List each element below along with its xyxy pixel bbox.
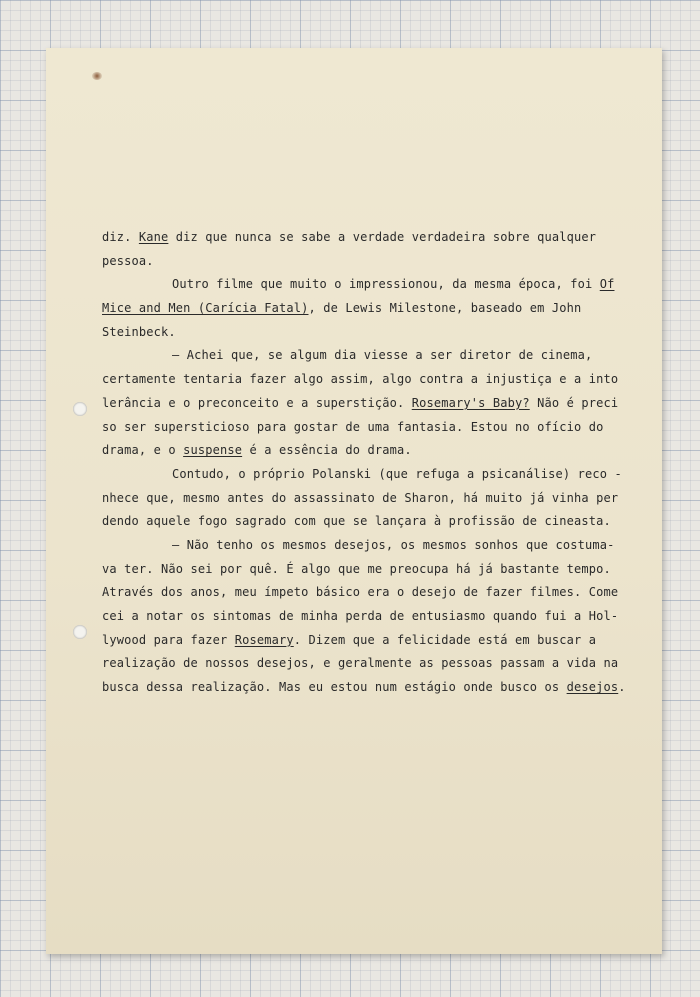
text-segment: — Não tenho os mesmos desejos, os mesmos sonhos que costuma-	[172, 537, 615, 552]
text-line	[102, 463, 642, 487]
text-line	[102, 510, 642, 534]
text-line	[102, 652, 642, 676]
text-segment: nhece que, mesmo antes do assassinato de Sharon, há muito já vinha per	[102, 490, 619, 505]
text-segment: cei a notar os sintomas de minha perda de entusiasmo quando fui a Hol-	[102, 609, 619, 623]
text-line	[102, 605, 642, 629]
text-segment: certamente tentaria fazer algo assim, algo contra a injustiça e a into	[102, 372, 619, 387]
underlined-text: desejos	[566, 680, 619, 695]
underlined-text: Rosemary	[234, 632, 294, 647]
text-line	[102, 226, 642, 250]
text-segment: diz que nunca se sabe a verdade verdadeira sobre qualquer	[168, 230, 597, 244]
text-segment: Não é preci	[529, 395, 619, 410]
text-line	[102, 368, 642, 392]
text-line	[102, 534, 642, 558]
text-segment: dendo aquele fogo sagrado com que se lançara à profissão de cineasta.	[102, 514, 611, 529]
binder-hole-top	[73, 402, 87, 416]
text-segment: .	[618, 680, 626, 695]
text-line	[102, 676, 642, 700]
underlined-text: Kane	[138, 230, 169, 244]
text-segment: pessoa.	[102, 253, 154, 268]
text-segment: so ser supersticioso para gostar de uma fantasia. Estou no ofício do	[102, 419, 604, 434]
text-line	[102, 581, 642, 605]
typewritten-page	[46, 48, 662, 954]
text-line	[102, 629, 642, 653]
text-segment: lerância e o preconceito e a superstição.	[102, 395, 412, 410]
text-segment: diz.	[102, 230, 139, 244]
text-segment: , de Lewis Milestone, baseado em John	[308, 301, 582, 316]
text-line	[102, 344, 642, 368]
text-segment: Através dos anos, meu ímpeto básico era o desejo de fazer filmes. Come	[102, 585, 619, 600]
text-segment: Contudo, o próprio Polanski (que refuga a psicanálise) reco -	[172, 466, 622, 481]
text-segment: busca dessa realização. Mas eu estou num estágio onde busco os	[102, 680, 567, 695]
text-segment: é a essência do drama.	[242, 443, 412, 458]
text-line	[102, 487, 642, 511]
text-line	[102, 439, 642, 463]
typewritten-text	[102, 226, 642, 700]
text-line	[102, 416, 642, 440]
text-segment: . Dizem que a felicidade está em buscar a	[293, 632, 597, 647]
text-line	[102, 558, 642, 582]
text-line	[102, 250, 642, 274]
text-line	[102, 321, 642, 345]
text-segment: Steinbeck.	[102, 324, 176, 339]
ink-stain	[92, 72, 102, 80]
text-line	[102, 297, 642, 321]
text-line	[102, 392, 642, 416]
text-segment: drama, e o	[102, 443, 184, 458]
binder-hole-bottom	[73, 625, 87, 639]
text-segment: va ter. Não sei por quê. É algo que me preocupa há já bastante tempo.	[102, 561, 611, 576]
underlined-text: Of	[599, 277, 615, 292]
text-segment: — Achei que, se algum dia viesse a ser diretor de cinema,	[172, 348, 593, 363]
text-segment: Outro filme que muito o impressionou, da mesma época, foi	[172, 277, 600, 292]
text-line	[102, 273, 642, 297]
underlined-text: suspense	[183, 443, 243, 458]
underlined-text: Rosemary's Baby?	[411, 395, 530, 410]
text-segment: realização de nossos desejos, e geralmente as pessoas passam a vida na	[102, 656, 619, 671]
text-segment: lywood para fazer	[102, 632, 235, 647]
underlined-text: Mice and Men (Carícia Fatal)	[102, 301, 309, 316]
